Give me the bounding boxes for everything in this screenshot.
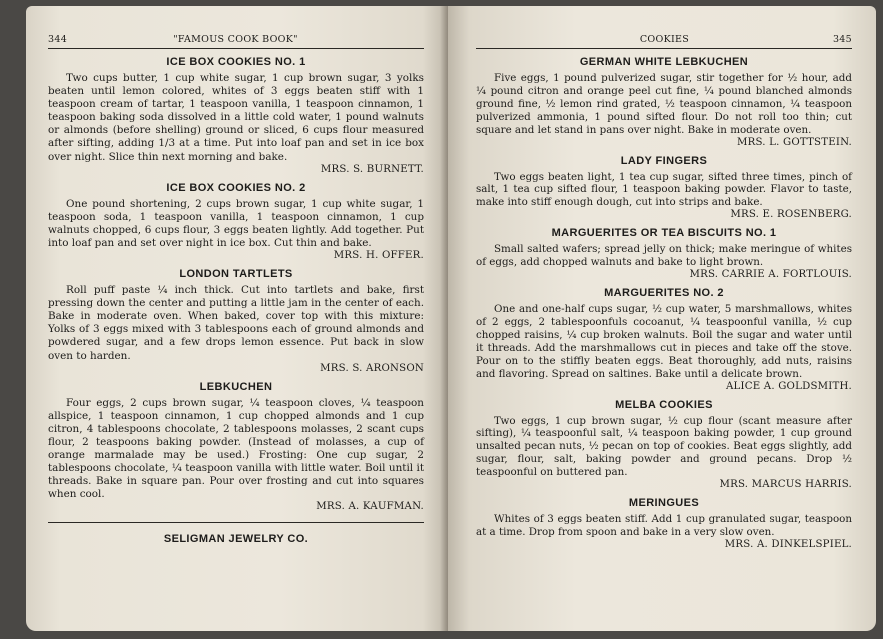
recipe-text: Two eggs beaten light, 1 tea cup sugar, sifted three times, pinch of salt, 1 tea cup sifted flour, 1 teaspoon baking powder. Flavor to taste, make into stiff enough dough, cut into strips and bake. (476, 170, 852, 209)
recipe (48, 56, 424, 175)
recipe-text: Roll puff paste ¼ inch thick. Cut into tartlets and bake, first pressing down the center and putting a little jam in the center of each. Bake in moderate oven. When baked, cover top with this mixture: Yolks of 3 eggs mixed with 3 tablespoons each of ground almonds and powdered sugar, and a few drops lemon essence. Put back in slow oven to harden. (48, 284, 424, 362)
recipe (48, 268, 424, 374)
recipe-title: LEBKUCHEN (199, 380, 273, 393)
left-page-number: 344 (48, 34, 68, 45)
recipe-author: MRS. E. ROSENBERG. (730, 209, 852, 221)
recipe-text: Five eggs, 1 pound pulverized sugar, stir together for ½ hour, add ¼ pound citron and orange peel cut fine, ¼ pound blanched almonds ground fine, ½ lemon rind grated, ½ teaspoon cinnamon, ¼ teaspoon pulverized ammonia, 1 pound sifted flour. Do not roll too thin; cut square and let stand in pans over night. Bake in moderate oven. (476, 72, 852, 136)
right-page (448, 6, 876, 631)
recipe-title: MERINGUES (628, 497, 700, 510)
recipe (476, 227, 852, 280)
recipe-text: Two eggs, 1 cup brown sugar, ½ cup flour (scant measure after sifting), ¼ teaspoonful salt, ¼ teaspoon baking powder, 1 cup ground unsalted pecan nuts, ½ pecan on top of cookies. Beat eggs slightly, add sugar, flour, salt, baking powder and ground pecans. Drop ½ teaspoonful on buttered pan. (476, 414, 852, 479)
recipe-text: One pound shortening, 2 cups brown sugar, 1 cup white sugar, 1 teaspoon soda, 1 teaspoon vanilla, 1 teaspoon cinnamon, 1 cup walnuts chopped, 6 cups flour, 3 eggs beaten lightly. Add together. Put into loaf pan and set over night in ice box. Cut thin and bake. (48, 197, 424, 249)
recipe-title: ICE BOX COOKIES NO. 1 (166, 56, 306, 68)
recipe (476, 399, 852, 491)
recipe-text: Two cups butter, 1 cup white sugar, 1 cup brown sugar, 3 yolks beaten until lemon colored, whites of 3 eggs beaten stiff with 1 teaspoon cream of tartar, 1 teaspoon vanilla, 1 teaspoon cinnamon, 1 teaspoon baking soda dissolved in a little cold water, 1 pound walnuts or almonds (before shelling) ground or sliced, 6 cups flour measured after sifting, adding 1/3 at a time. Put into loaf pan and set in ice box over night. Slice thin next morning and bake. (48, 72, 424, 163)
recipe-author: MRS. A. DINKELSPIEL. (724, 538, 852, 550)
recipe (476, 155, 852, 221)
left-page (26, 6, 448, 631)
recipe-title: MARGUERITES OR TEA BISCUITS NO. 1 (551, 227, 777, 240)
recipe-author: MRS. MARCUS HARRIS. (719, 479, 852, 491)
recipe (48, 182, 424, 261)
recipe-author: MRS. CARRIE A. FORTLOUIS. (689, 269, 852, 281)
recipe-author: MRS. A. KAUFMAN. (316, 501, 424, 513)
left-running-title: "FAMOUS COOK BOOK" (173, 34, 298, 45)
recipe-title: MARGUERITES NO. 2 (604, 287, 724, 300)
recipe-author: MRS. S. BURNETT. (320, 163, 424, 175)
recipe-text: Whites of 3 eggs beaten stiff. Add 1 cup granulated sugar, teaspoon at a time. Drop from spoon and bake in a very slow oven. (476, 513, 852, 538)
page-footer-advert: SELIGMAN JEWELRY CO. (163, 533, 309, 546)
right-running-title: COOKIES (639, 34, 690, 45)
recipe (476, 56, 852, 148)
recipe (48, 381, 424, 513)
recipe-title: LONDON TARTLETS (179, 268, 293, 281)
recipe-author: ALICE A. GOLDSMITH. (725, 380, 852, 392)
left-running-head (48, 34, 424, 49)
recipe (476, 287, 852, 391)
recipe-text: Four eggs, 2 cups brown sugar, ¼ teaspoon cloves, ¼ teaspoon allspice, 1 teaspoon cinnamon, 1 cup chopped almonds and 1 cup citron, 4 tablespoons chocolate, 2 tablespoons molasses, 2 scant cups flour, 2 teaspoons baking powder. (Instead of molasses, a cup of orange marmalade may be used.) Frosting: One cup sugar, 2 tablespoons chocolate, ¼ teaspoon vanilla with little water. Boil until it threads. Bake in square pan. Pour over frosting and cut into squares when cool. (48, 396, 424, 501)
right-running-head (476, 34, 852, 49)
recipe-author: MRS. S. ARONSON (320, 362, 424, 374)
recipe-author: MRS. H. OFFER. (333, 250, 424, 262)
recipe-title: GERMAN WHITE LEBKUCHEN (579, 56, 749, 68)
footer-divider (48, 522, 424, 523)
recipe (476, 497, 852, 550)
recipe-text: Small salted wafers; spread jelly on thick; make meringue of whites of eggs, add chopped walnuts and bake to light brown. (476, 243, 852, 269)
right-page-number: 345 (832, 34, 852, 45)
recipe-title: MELBA COOKIES (615, 398, 713, 411)
recipe-title: ICE BOX COOKIES NO. 2 (166, 181, 306, 194)
recipe-title: LADY FINGERS (620, 154, 708, 167)
recipe-text: One and one-half cups sugar, ½ cup water, 5 marshmallows, whites of 2 eggs, 2 tablespoonfuls cocoanut, ¼ teaspoonful vanilla, ½ cup chopped raisins, ¼ cup broken walnuts. Boil the sugar and water until it threads. Add the marshmallows cut in pieces and take off the stove. Pour on to the stiffly beaten eggs. Beat thoroughly, add nuts, raisins and flavoring. Spread on saltines. Bake until a delicate brown. (476, 303, 852, 380)
recipe-author: MRS. L. GOTTSTEIN. (736, 136, 852, 148)
